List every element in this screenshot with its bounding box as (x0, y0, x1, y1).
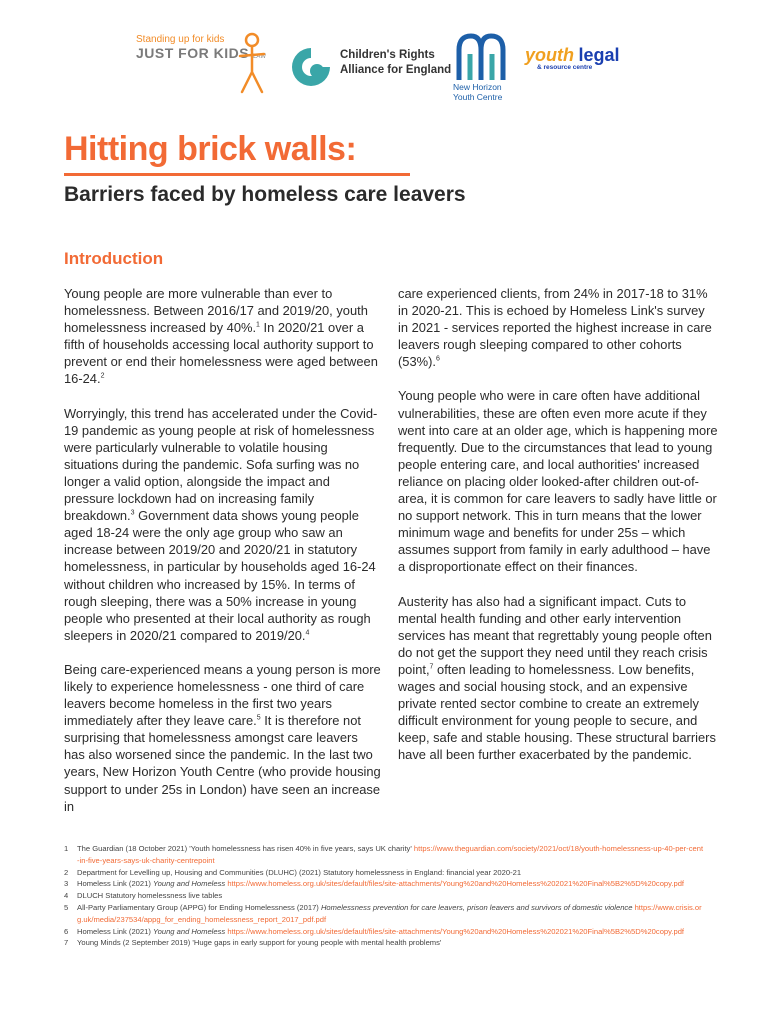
jfk-tagline: Standing up for kids (136, 34, 225, 45)
crae-logo-text (340, 48, 451, 78)
footnote-text (77, 843, 704, 867)
paragraph (398, 387, 718, 575)
paragraph (398, 285, 718, 370)
footnote-text: Young Minds (2 September 2019) 'Huge gaps in early support for young people with mental health problems' (77, 938, 442, 948)
crae-line1: Children's Rights (340, 49, 435, 61)
footnotes (64, 843, 704, 949)
crae-line2: Alliance for England (340, 64, 452, 76)
footnote (64, 878, 704, 890)
text: Young people who were in care often have additional vulnerabilities, these are often even more acute if they went into care at an older age, which is happening more frequently. Due to the circumstances that lead to young people entering care, and local authorities' increased reliance on placing older looked-after children out-of-area, it is common for care leavers to sadly have little or no support network. This in turn means that the lower minimum wage and benefits for under 25s – which assumes support from family in early adulthood – have a disproportionate effect on their finances. (398, 388, 718, 575)
text: The Guardian (18 October 2021) 'Youth homelessness has risen 40% in five years, says UK charity' (77, 844, 414, 853)
footnote (64, 890, 704, 902)
footnote (64, 902, 704, 926)
page-title: Hitting brick walls: (64, 130, 357, 168)
footnote-link[interactable]: https://www.homeless.org.uk/sites/default/files/site-attachments/Young%20and%20Homeless%202021%20Final%5B2%5D%20copy.pdf (227, 926, 685, 936)
new-horizon-logo-text (453, 82, 502, 102)
title-block (64, 130, 356, 169)
text: Government data shows young people aged 18-24 were the only age group who saw an increase between 2019/20 and 2020/21 in statutory homelessness, in particular by households aged 16-24 without children who increased by 15%. In terms of rough sleeping, there was a 50% increase in young people who presented at their local authority as rough sleepers in 2020/21 compared to 2019/20. (64, 508, 376, 643)
paragraph (64, 285, 382, 388)
title-underline (64, 173, 410, 176)
jfk-suffix: LAW (253, 54, 266, 60)
text: often leading to homelessness. Low benefits, wages and social housing stock, and an expensive private rented sector combine to create an extremely difficult environment for young people to secure, and keep, safe and stable housing. These structural barriers have all been further exacerbated by the pandemic. (398, 661, 716, 763)
text: Young and Homeless (152, 926, 226, 936)
text: Homeless Link (2021) (77, 926, 153, 936)
text: In 2020/21 over a fifth of households accessing local authority support to prevent or end their homelessness were aged between 16-24. (64, 320, 378, 387)
footnote-number: 4 (64, 891, 69, 901)
new-horizon-logo-icon (455, 32, 507, 82)
youth-legal-logo (525, 45, 619, 71)
text: Being care-experienced means a young person is more likely to experience homelessness - one third of care leavers become homeless in the first two years immediately after they leave care. (64, 661, 381, 729)
paragraph (64, 405, 382, 644)
crae-logo-icon (290, 46, 332, 86)
youth-legal-suffix: & resource centre (537, 64, 593, 71)
left-column (64, 285, 382, 832)
footnote-link[interactable]: https://www.homeless.org.uk/sites/default/files/site-attachments/Young%20and%20Homeless%202021%20Final%5B2%5D%20copy.pdf (227, 879, 685, 889)
footnote (64, 937, 704, 949)
text: All-Party Parliamentary Group (APPG) for Ending Homelessness (2017) (77, 902, 321, 912)
new-horizon-line1: New Horizon (453, 82, 502, 92)
footnote-text: Department for Levelling up, Housing and Communities (DLUHC) (2021) Statutory homelessness in England: financial year 2020-21 (77, 867, 522, 877)
footnote-ref[interactable]: 6 (435, 356, 440, 364)
paragraph (398, 593, 718, 764)
footnote-ref[interactable]: 5 (256, 714, 261, 722)
paragraph (64, 661, 382, 815)
page-subtitle: Barriers faced by homeless care leavers (64, 183, 466, 206)
footnote-text (77, 902, 704, 926)
footnote-number: 1 (64, 844, 69, 853)
text: Homeless Link (2021) (77, 879, 153, 889)
footnote-number: 7 (64, 938, 69, 948)
footnote-ref[interactable]: 2 (100, 373, 105, 381)
footnote-ref[interactable]: 3 (130, 509, 135, 517)
text: It is therefore not surprising that homelessness amongst care leavers has also worsened since the pandemic. In the last two years, New Horizon Youth Centre (who provide housing support to under 25s in London) have seen an increase in (64, 713, 381, 814)
text: Homelessness prevention for care leavers, prison leavers and survivors of domestic violence (320, 902, 633, 912)
footnote-text (77, 926, 684, 938)
footnote-text: DLUCH Statutory homelessness live tables (77, 891, 223, 901)
footnote-number: 5 (64, 902, 69, 912)
footnote-ref[interactable]: 1 (256, 321, 260, 329)
jfk-figure-icon (232, 30, 272, 96)
footnote-number: 3 (64, 879, 69, 889)
new-horizon-line2: Youth Centre (453, 92, 503, 102)
footnote-text (77, 878, 684, 890)
footnote (64, 843, 704, 867)
footnote (64, 926, 704, 938)
footnote (64, 867, 704, 879)
footnote-link[interactable]: https://www.crisis.org.uk/media/237534/appg_for_ending_homelessness_report_2017_pdf.pdf (77, 902, 702, 924)
footnote-ref[interactable]: 4 (305, 629, 310, 637)
text: Worryingly, this trend has accelerated under the Covid-19 pandemic as young people at risk of homelessness were particularly vulnerable to volatile housing situations during the pandemic. Sofa surfing was no longer a valid option, alongside the impact and pressure lockdown had on increasing family breakdown. (64, 405, 378, 524)
footnote-ref[interactable]: 7 (429, 663, 434, 671)
footnote-link[interactable]: https://www.theguardian.com/society/2021/oct/18/youth-homelessness-up-40-per-cent-in-five-years-says-uk-charity-centrepoint (77, 844, 704, 865)
text: Young people are more vulnerable than ever to homelessness. Between 2016/17 and 2019/20, youth homelessness increased by 40%. (64, 286, 368, 336)
footnote-number: 6 (64, 926, 69, 936)
footnote-number: 2 (64, 867, 69, 877)
text: Austerity has also had a significant impact. Cuts to mental health funding and other early intervention services has meant that regrettably young people often do not get the support they need until they reach crisis point, (398, 593, 712, 677)
text: care experienced clients, from 24% in 2017-18 to 31% in 2020-21. This is echoed by Homeless Link's survey in 2021 - services reported the highest increase in care leavers rough sleeping compared to other cohorts (53%). (398, 286, 712, 370)
text: Young and Homeless (152, 879, 226, 889)
right-column (398, 285, 718, 780)
youth-legal-word1: youth (525, 45, 574, 65)
section-heading: Introduction (64, 249, 164, 268)
youth-legal-word2: legal (578, 45, 620, 65)
jfk-name: JUST FOR KIDS (136, 45, 250, 61)
